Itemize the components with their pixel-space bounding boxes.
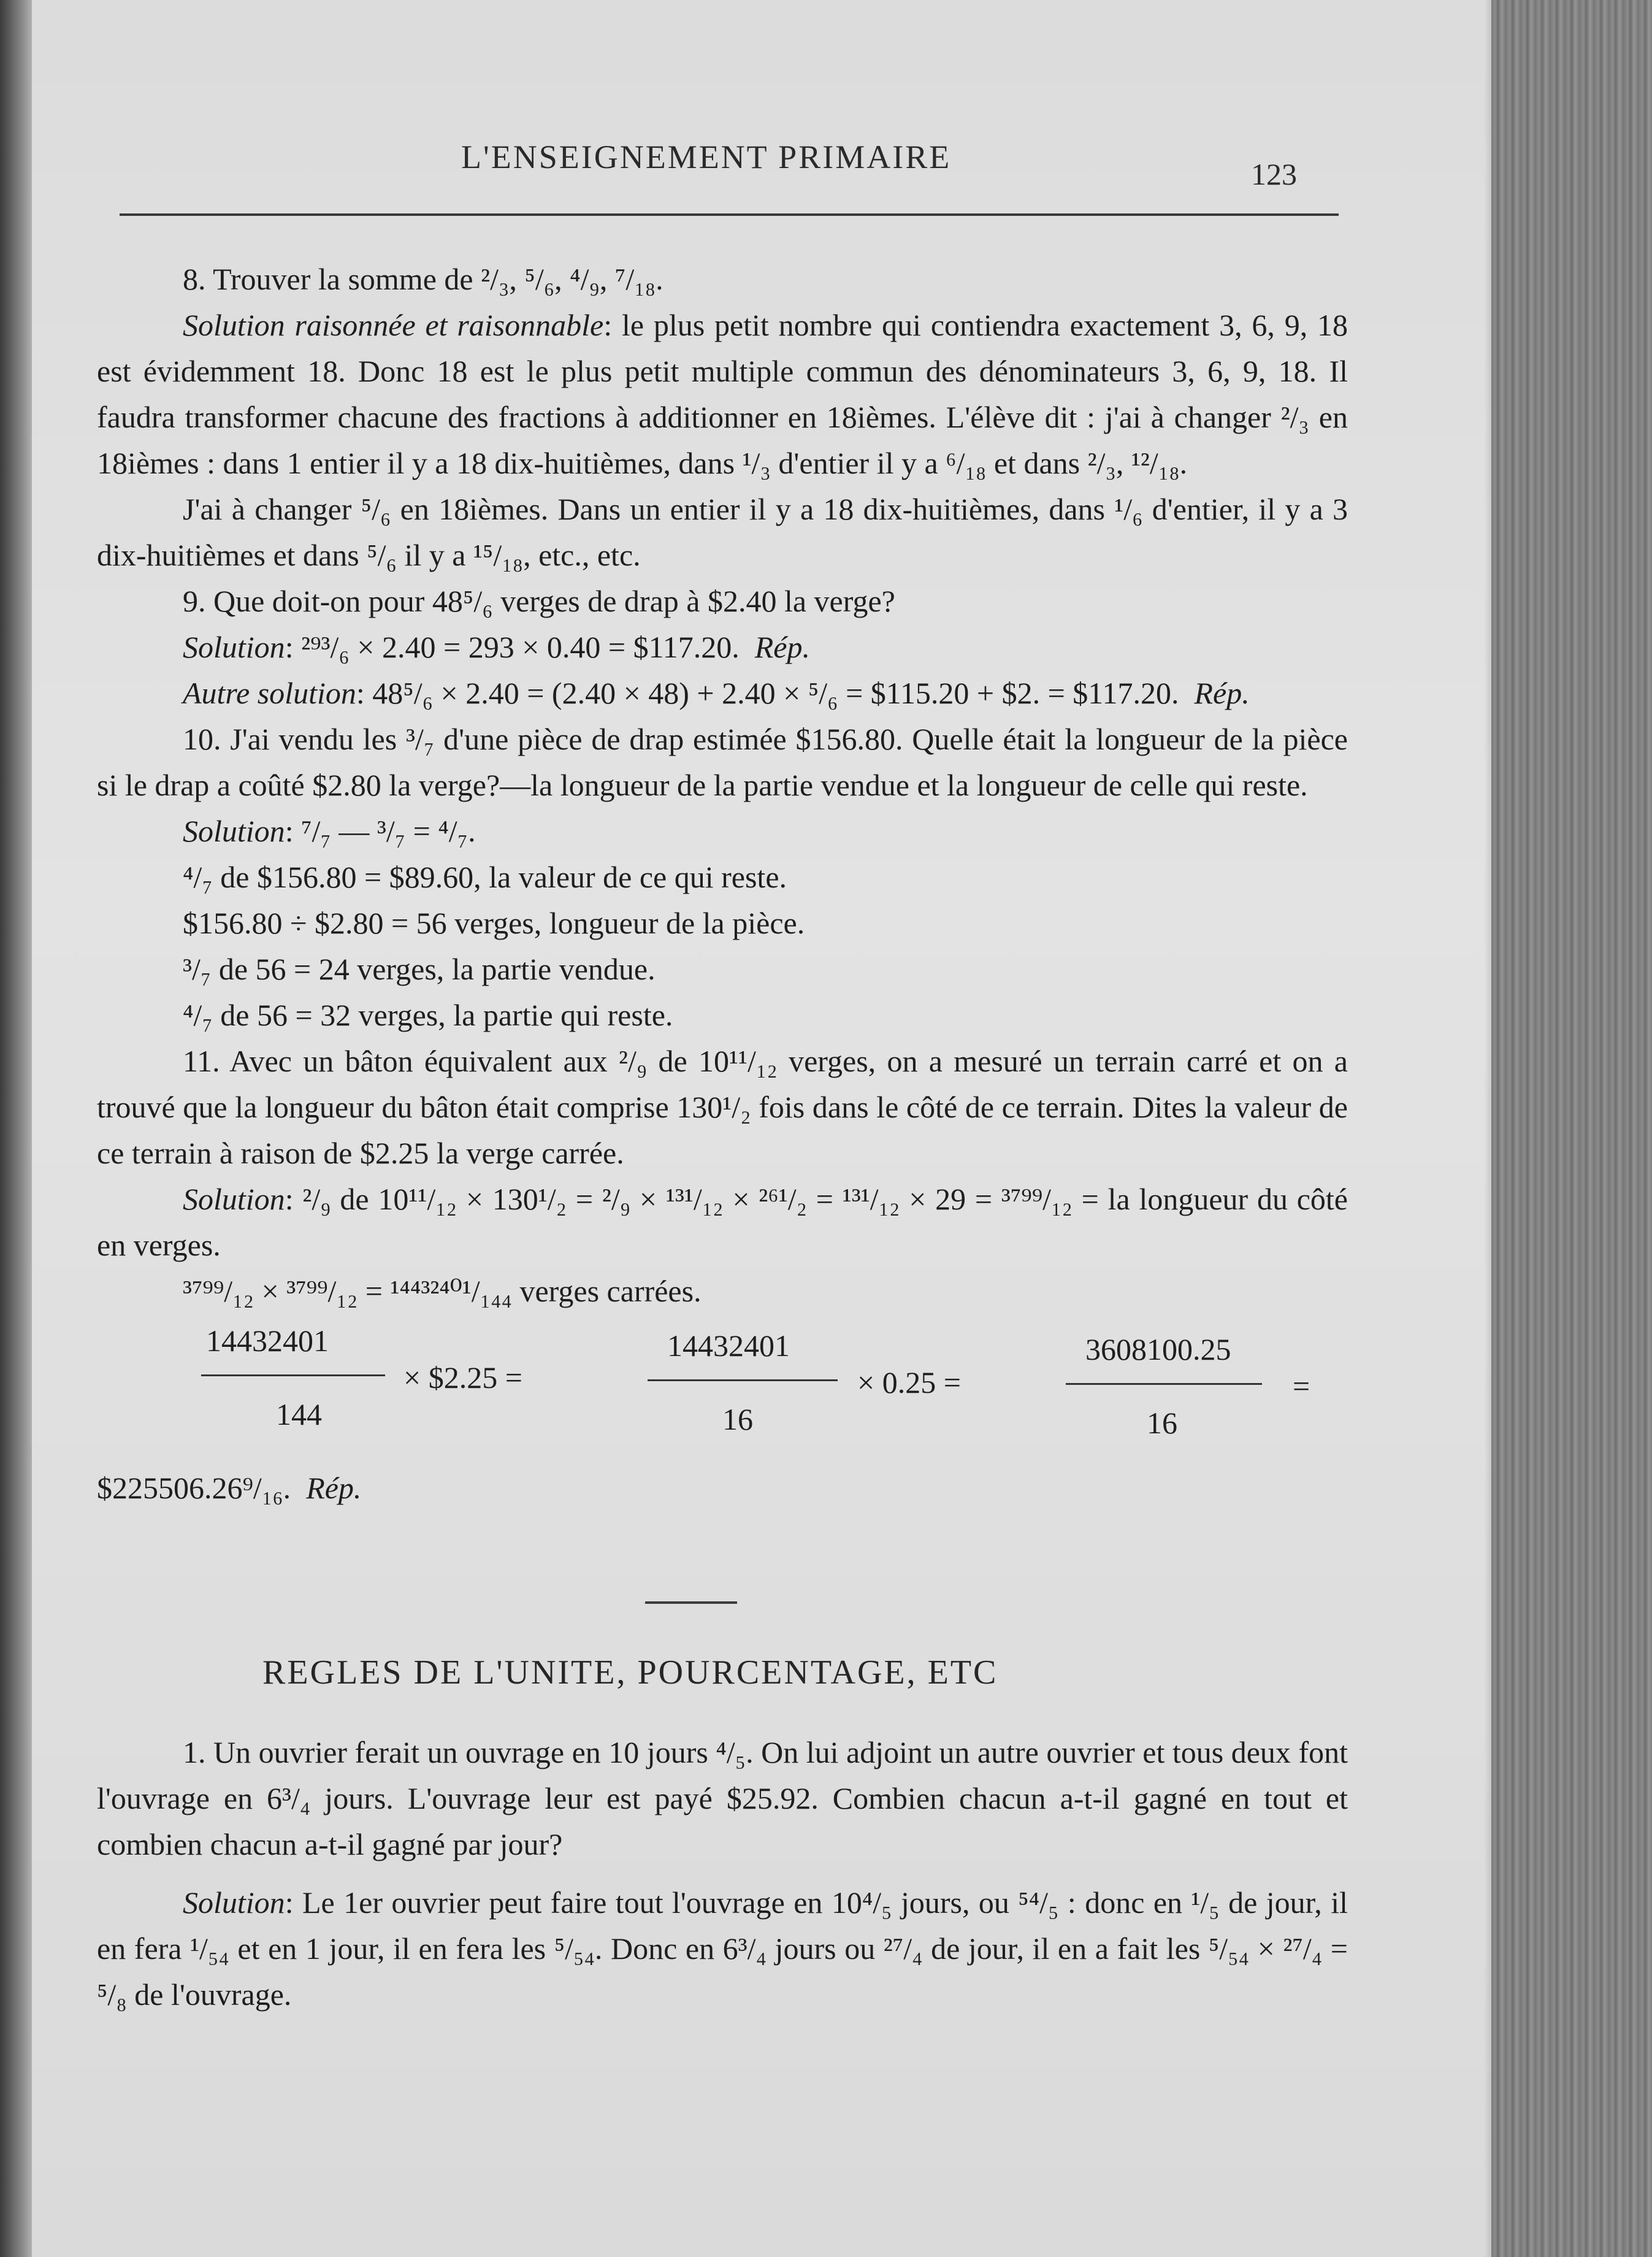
solution-label: Autre solution bbox=[183, 676, 356, 710]
problem-8-continuation: J'ai à changer ⁵/₆ en 18ièmes. Dans un entier il y a 18 dix-huitièmes, dans ¹/₆ d'entier, il y a 3 dix-huitièmes et dans ⁵/₆ il y a ¹⁵/₁₈, etc., etc. bbox=[97, 492, 1348, 572]
section-problem-1-question: 1. Un ouvrier ferait un ouvrage en 10 jours ⁴/₅. On lui adjoint un autre ouvrier et tous deux font l'ouvrage en 6³/₄ jours. L'ouvrage leur est payé $25.92. Combien chacun a-t-il gagné en tout et combien chacun a-t-il gagné par jour? bbox=[97, 1735, 1348, 1861]
rep-label: Rép. bbox=[1194, 676, 1250, 710]
rep-label: Rép. bbox=[306, 1471, 362, 1505]
problem-10-line: $156.80 ÷ $2.80 = 56 verges, longueur de la pièce. bbox=[183, 906, 805, 940]
page-number: 123 bbox=[1251, 157, 1297, 191]
fraction-bar bbox=[201, 1374, 385, 1376]
fraction-bar bbox=[648, 1379, 838, 1381]
problem-9-other-solution bbox=[97, 670, 1348, 716]
problem-9-solution bbox=[97, 624, 1348, 670]
solution-label: Solution bbox=[183, 1885, 285, 1920]
section-body bbox=[97, 1730, 1348, 2018]
operator: × 0.25 = bbox=[857, 1365, 961, 1400]
problem-10-solution bbox=[97, 808, 1348, 854]
numerator: 14432401 bbox=[206, 1324, 329, 1358]
denominator: 16 bbox=[722, 1402, 753, 1436]
numerator: 3608100.25 bbox=[1085, 1332, 1231, 1366]
numerator: 14432401 bbox=[667, 1328, 790, 1363]
problem-10-line: ⁴/₇ de $156.80 = $89.60, la valeur de ce qui reste. bbox=[183, 860, 787, 894]
problem-8-solution bbox=[97, 302, 1348, 486]
section-title: REGLES DE L'UNITE, POURCENTAGE, ETC bbox=[262, 1653, 998, 1692]
solution-text: : ²⁹³/₆ × 2.40 = 293 × 0.40 = $117.20. bbox=[285, 630, 740, 664]
problem-11-solution bbox=[97, 1176, 1348, 1268]
operator: = bbox=[1293, 1369, 1310, 1403]
problem-11-result bbox=[97, 1465, 1348, 1511]
solution-text: : le plus petit nombre qui contiendra exactement 3, 6, 9, 18 est évidemment 18. Donc 18 est le plus petit multiple commun des dénominateurs 3, 6, 9, 18. Il faudra transformer chacune des fractions à additionner en 18ièmes. L'élève dit : j'ai à changer ²/₃ en 18ièmes : dans 1 entier il y a 18 dix-huitièmes, dans ¹/₃ d'entier il y a ⁶/₁₈ et dans ²/₃, ¹²/₁₈. bbox=[97, 308, 1348, 480]
book-spine-edge bbox=[1491, 0, 1652, 2257]
problem-11-question: 11. Avec un bâton équivalent aux ²/₉ de 10¹¹/₁₂ verges, on a mesuré un terrain carré et on a trouvé que la longueur du bâton était comprise 130¹/₂ fois dans le côté de ce terrain. Dites la valeur de ce terrain à raison de $2.25 la verge carrée. bbox=[97, 1044, 1348, 1170]
section-problem-1-solution bbox=[97, 1880, 1348, 2018]
denominator: 144 bbox=[276, 1397, 322, 1431]
fraction-equation bbox=[97, 1318, 1348, 1465]
solution-text: : 48⁵/₆ × 2.40 = (2.40 × 48) + 2.40 × ⁵/₆ = $115.20 + $2. = $117.20. bbox=[356, 676, 1179, 710]
fraction-bar bbox=[1066, 1383, 1262, 1385]
page-body bbox=[97, 256, 1348, 1511]
result-value: $225506.26⁹/₁₆. bbox=[97, 1471, 291, 1505]
solution-label: Solution bbox=[183, 630, 285, 664]
operator: × $2.25 = bbox=[403, 1360, 522, 1395]
book-left-edge bbox=[0, 0, 32, 2257]
problem-10-line: ³/₇ de 56 = 24 verges, la partie vendue. bbox=[183, 952, 656, 986]
book-page bbox=[32, 0, 1491, 2257]
problem-10-question: 10. J'ai vendu les ³/₇ d'une pièce de drap estimée $156.80. Quelle était la longueur de la pièce si le drap a coûté $2.80 la verge?—la longueur de la partie vendue et la longueur de celle qui reste. bbox=[97, 722, 1348, 802]
solution-label: Solution raisonnée et raisonnable bbox=[183, 308, 604, 342]
solution-text: : ²/₉ de 10¹¹/₁₂ × 130¹/₂ = ²/₉ × ¹³¹/₁₂ × ²⁶¹/₂ = ¹³¹/₁₂ × 29 = ³⁷⁹⁹/₁₂ = la longueur du côté en verges. bbox=[97, 1182, 1348, 1262]
solution-label: Solution bbox=[183, 1182, 285, 1216]
header-rule bbox=[120, 213, 1339, 216]
solution-text: : Le 1er ouvrier peut faire tout l'ouvrage en 10⁴/₅ jours, ou ⁵⁴/₅ : donc en ¹/₅ de jour, il en fera ¹/₅₄ et en 1 jour, il en fera les ⁵/₅₄. Donc en 6³/₄ jours ou ²⁷/₄ de jour, il en a fait les ⁵/₅₄ × ²⁷/₄ = ⁵/₈ de l'ouvrage. bbox=[97, 1885, 1348, 2012]
solution-text: : ⁷/₇ — ³/₇ = ⁴/₇. bbox=[285, 814, 476, 848]
running-head: L'ENSEIGNEMENT PRIMAIRE bbox=[461, 139, 952, 175]
solution-label: Solution bbox=[183, 814, 285, 848]
denominator: 16 bbox=[1147, 1406, 1177, 1440]
problem-8-question: 8. Trouver la somme de ²/₃, ⁵/₆, ⁴/₉, ⁷/₁₈. bbox=[183, 262, 663, 296]
problem-9-question: 9. Que doit-on pour 48⁵/₆ verges de drap à $2.40 la verge? bbox=[183, 584, 895, 618]
problem-10-line: ⁴/₇ de 56 = 32 verges, la partie qui reste. bbox=[183, 998, 673, 1032]
problem-11-line: ³⁷⁹⁹/₁₂ × ³⁷⁹⁹/₁₂ = ¹⁴⁴³²⁴⁰¹/₁₄₄ verges carrées. bbox=[183, 1274, 702, 1308]
section-divider bbox=[645, 1601, 737, 1604]
rep-label: Rép. bbox=[754, 630, 810, 664]
